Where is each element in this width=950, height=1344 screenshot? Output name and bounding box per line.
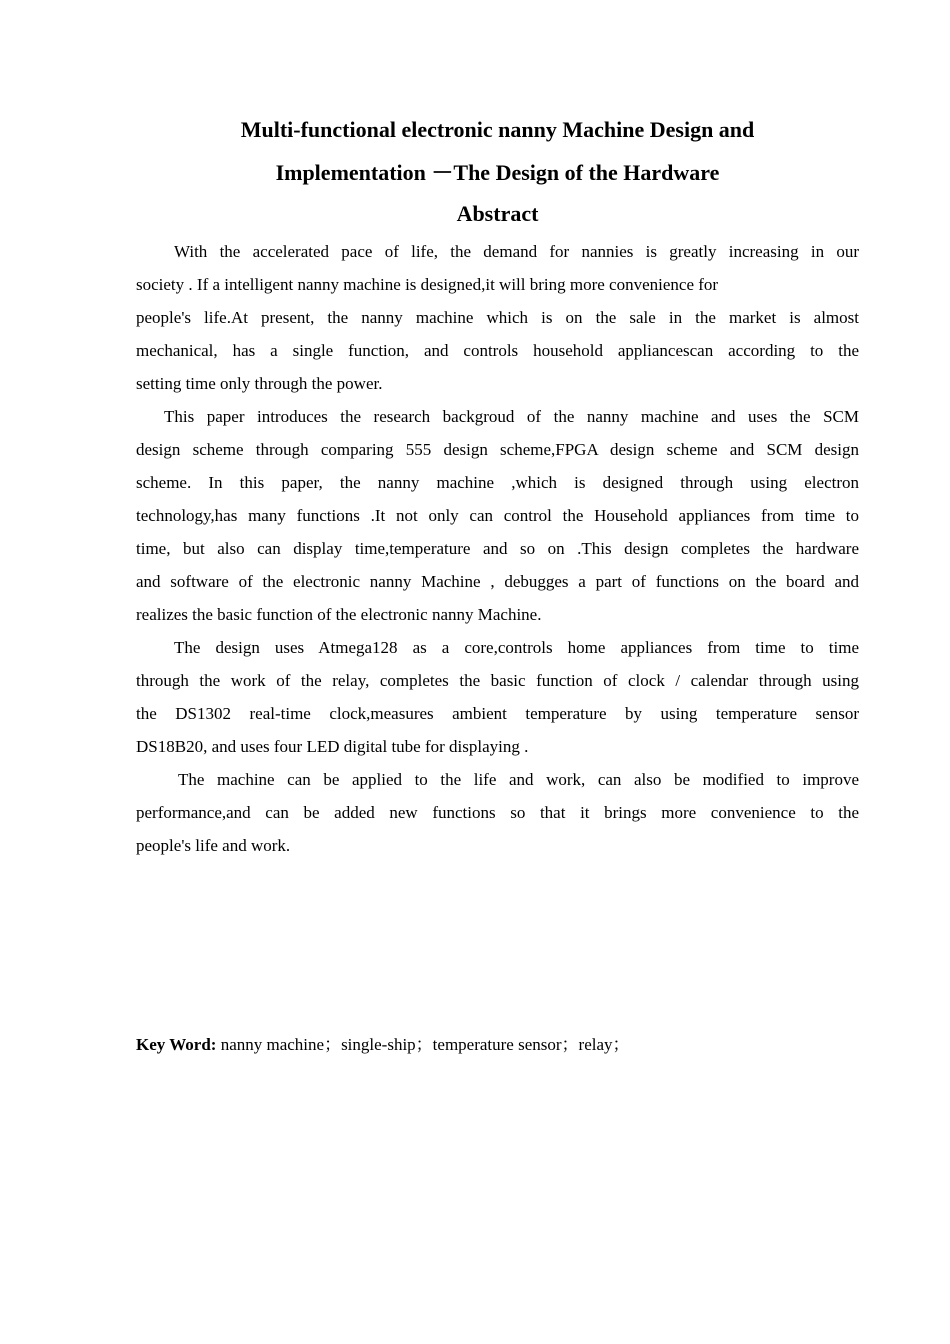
paragraph-line: This paper introduces the research backgroud of the nanny machine and uses the SCM: [164, 407, 859, 426]
abstract-paragraph-4: [136, 763, 859, 862]
abstract-body: [136, 235, 859, 862]
keywords-line: [136, 1030, 630, 1060]
paragraph-line: mechanical, has a single function, and controls household appliancescan according to the: [136, 341, 859, 360]
abstract-paragraph-1: [136, 235, 859, 400]
paragraph-line: people's life and work.: [136, 836, 291, 855]
paragraph-line: The design uses Atmega128 as a core,controls home appliances from time to time: [174, 638, 859, 657]
paragraph-line: realizes the basic function of the electronic nanny Machine.: [136, 605, 542, 624]
keywords-label: Key Word:: [136, 1035, 217, 1054]
paragraph-line: time, but also can display time,temperature and so on .This design completes the hardware: [136, 539, 859, 558]
paper-title-line-2: Implementation －The Design of the Hardware: [275, 160, 720, 185]
abstract-heading: Abstract: [456, 201, 539, 226]
paper-title-line-1: Multi-functional electronic nanny Machine Design and: [240, 117, 755, 142]
paragraph-line: people's life.At present, the nanny machine which is on the sale in the market is almost: [136, 308, 859, 327]
paragraph-line: and software of the electronic nanny Machine , debugges a part of functions on the board and: [136, 572, 859, 591]
paragraph-line: The machine can be applied to the life and work, can also be modified to improve: [178, 770, 859, 789]
paragraph-line: society . If a intelligent nanny machine is designed,it will bring more convenience for: [136, 275, 719, 294]
paragraph-line: through the work of the relay, completes the basic function of clock / calendar through using: [136, 671, 859, 690]
paragraph-line: design scheme through comparing 555 design scheme,FPGA design scheme and SCM design: [136, 440, 859, 459]
paragraph-line: With the accelerated pace of life, the demand for nannies is greatly increasing in our: [174, 242, 859, 261]
abstract-paragraph-2: [136, 400, 859, 631]
paragraph-line: the DS1302 real-time clock,measures ambient temperature by using temperature sensor: [136, 704, 859, 723]
paragraph-line: technology,has many functions .It not only can control the Household appliances from time to: [136, 506, 859, 525]
title-block: [136, 108, 859, 234]
paragraph-line: scheme. In this paper, the nanny machine ,which is designed through using electron: [136, 473, 859, 492]
abstract-paragraph-3: [136, 631, 859, 763]
paragraph-line: DS18B20, and uses four LED digital tube for displaying .: [136, 737, 529, 756]
paragraph-line: setting time only through the power.: [136, 374, 383, 393]
keywords-text: nanny machine；single-ship；temperature sensor；relay；: [220, 1035, 630, 1054]
paragraph-line: performance,and can be added new functions so that it brings more convenience to the: [136, 803, 859, 822]
